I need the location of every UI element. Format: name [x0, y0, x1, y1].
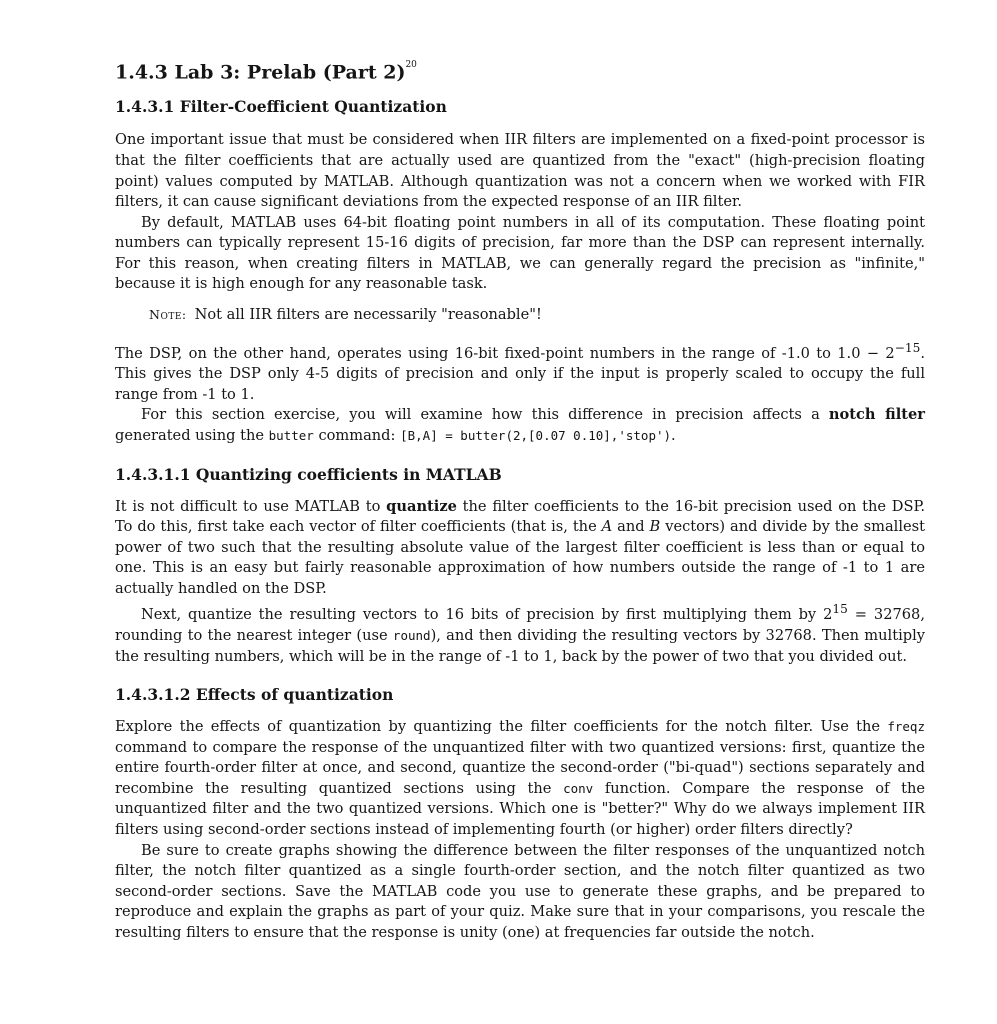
text-run: vectors) and divide by the smallest power of two such that the resulting absolute value of the largest filter coefficient is less than or equal to one. This is an easy but fairly reasonable approximation of how numbers outside the range of -1 to 1 are actually handled on the DSP.	[115, 518, 925, 597]
note-box	[149, 305, 925, 326]
bold-term: quantize	[386, 497, 457, 515]
subsubsection-title-quantizing: 1.4.3.1.1 Quantizing coefficients in MATLAB	[115, 464, 502, 484]
paragraph-quantize-howto	[115, 497, 925, 600]
paragraph-intro: One important issue that must be considered when IIR filters are implemented on a fixed-point processor is that the filter coefficients that are actually used are quantized from the "exact" (high-precision floating point) values computed by MATLAB. Although quantization was not a concern when we worked with FIR filters, it can cause significant deviations from the expected response of an IIR filter.	[115, 131, 925, 211]
section-heading	[115, 56, 925, 85]
text-run: command:	[313, 426, 401, 444]
text-run: For this section exercise, you will examine how this difference in precision affects a	[141, 406, 829, 424]
text-run: Explore the effects of quantization by quantizing the filter coefficients for the notch filter. Use the	[115, 718, 888, 736]
exponent: −15	[894, 340, 921, 355]
math-var: B	[649, 518, 661, 536]
text-run: . This gives the DSP only 4-5 digits of precision and only if the input is properly scaled to occupy the full range from -1 to 1.	[115, 344, 925, 403]
text-run: The DSP, on the other hand, operates using 16-bit fixed-point numbers in the range of -1.0 to 1.0 − 2	[115, 344, 895, 362]
exponent: 15	[832, 602, 848, 617]
paragraph-effects-graphs: Be sure to create graphs showing the difference between the filter responses of the unquantized notch filter, the notch filter quantized as a single fourth-order section, and the notch filter quantized as two second-order sections. Save the MATLAB code you use to generate these graphs, and be prepared to reproduce and explain the graphs as part of your quiz. Make sure that in your comparisons, you rescale the resulting filters to ensure that the response is unity (one) at frequencies far outside the notch.	[115, 841, 925, 942]
subsubsection-title-effects: 1.4.3.1.2 Effects of quantization	[115, 685, 394, 705]
math-var: A	[601, 518, 613, 536]
text-run: and	[612, 518, 650, 536]
inline-code: butter	[268, 427, 314, 443]
section-title: 1.4.3 Lab 3: Prelab (Part 2)	[115, 61, 406, 84]
inline-code: round	[392, 627, 431, 643]
paragraph-matlab-precision: By default, MATLAB uses 64-bit floating point numbers in all of its computation. These floating point numbers can typically represent 15-16 digits of precision, far more than the DSP can represent internally. For this reason, when creating filters in MATLAB, we can generally regard the precision as "infinite," because it is high enough for any reasonable task.	[115, 213, 925, 293]
subsection-title: 1.4.3.1 Filter-Coefficient Quantization	[115, 97, 447, 117]
text-run: function. Compare the response of the unquantized filter and the two quantized versions. Which one is "better?" Why do we always implement IIR filters using second-order sections instead of implementing fourth (or higher) order filters directly?	[115, 779, 925, 839]
text-run: Next, quantize the resulting vectors to 16 bits of precision by first multiplying them by 2	[141, 606, 833, 624]
text-run: the filter coefficients to the 16-bit precision used on the DSP. To do this, first take each vector of filter coefficients (that is, the	[115, 497, 925, 536]
text-run: It is not difficult to use MATLAB to	[115, 497, 387, 515]
text-run: .	[671, 426, 676, 444]
text-run: command to compare the response of the unquantized filter with two quantized versions: first, quantize the entire fourth-order filter at once, and second, quantize the second-order ("bi-quad") sections separately and recombine the resulting quantized sections using the	[115, 738, 925, 797]
paragraph-notch-exercise	[115, 405, 925, 446]
text-run: = 32768, rounding to the nearest integer (use	[115, 606, 925, 644]
note-label: Note:	[149, 307, 187, 323]
text-run: ), and then dividing the resulting vectors by 32768. Then multiply the resulting numbers, which will be in the range of -1 to 1, back by the power of two that you divided out.	[115, 626, 925, 665]
document-page	[115, 56, 925, 944]
note-text: Not all IIR filters are necessarily "reasonable"!	[194, 306, 542, 324]
paragraph-effects-explore	[115, 717, 925, 841]
inline-code: [B,A] = butter(2,[0.07 0.10],'stop')	[400, 427, 672, 443]
inline-code: freqz	[887, 719, 925, 735]
bold-term: notch filter	[828, 406, 925, 424]
inline-code: conv	[563, 780, 594, 796]
paragraph-quantize-steps	[115, 599, 925, 667]
paragraph-dsp-precision	[115, 338, 925, 406]
text-run: generated using the	[115, 426, 269, 444]
footnote-marker[interactable]: 20	[405, 60, 417, 70]
